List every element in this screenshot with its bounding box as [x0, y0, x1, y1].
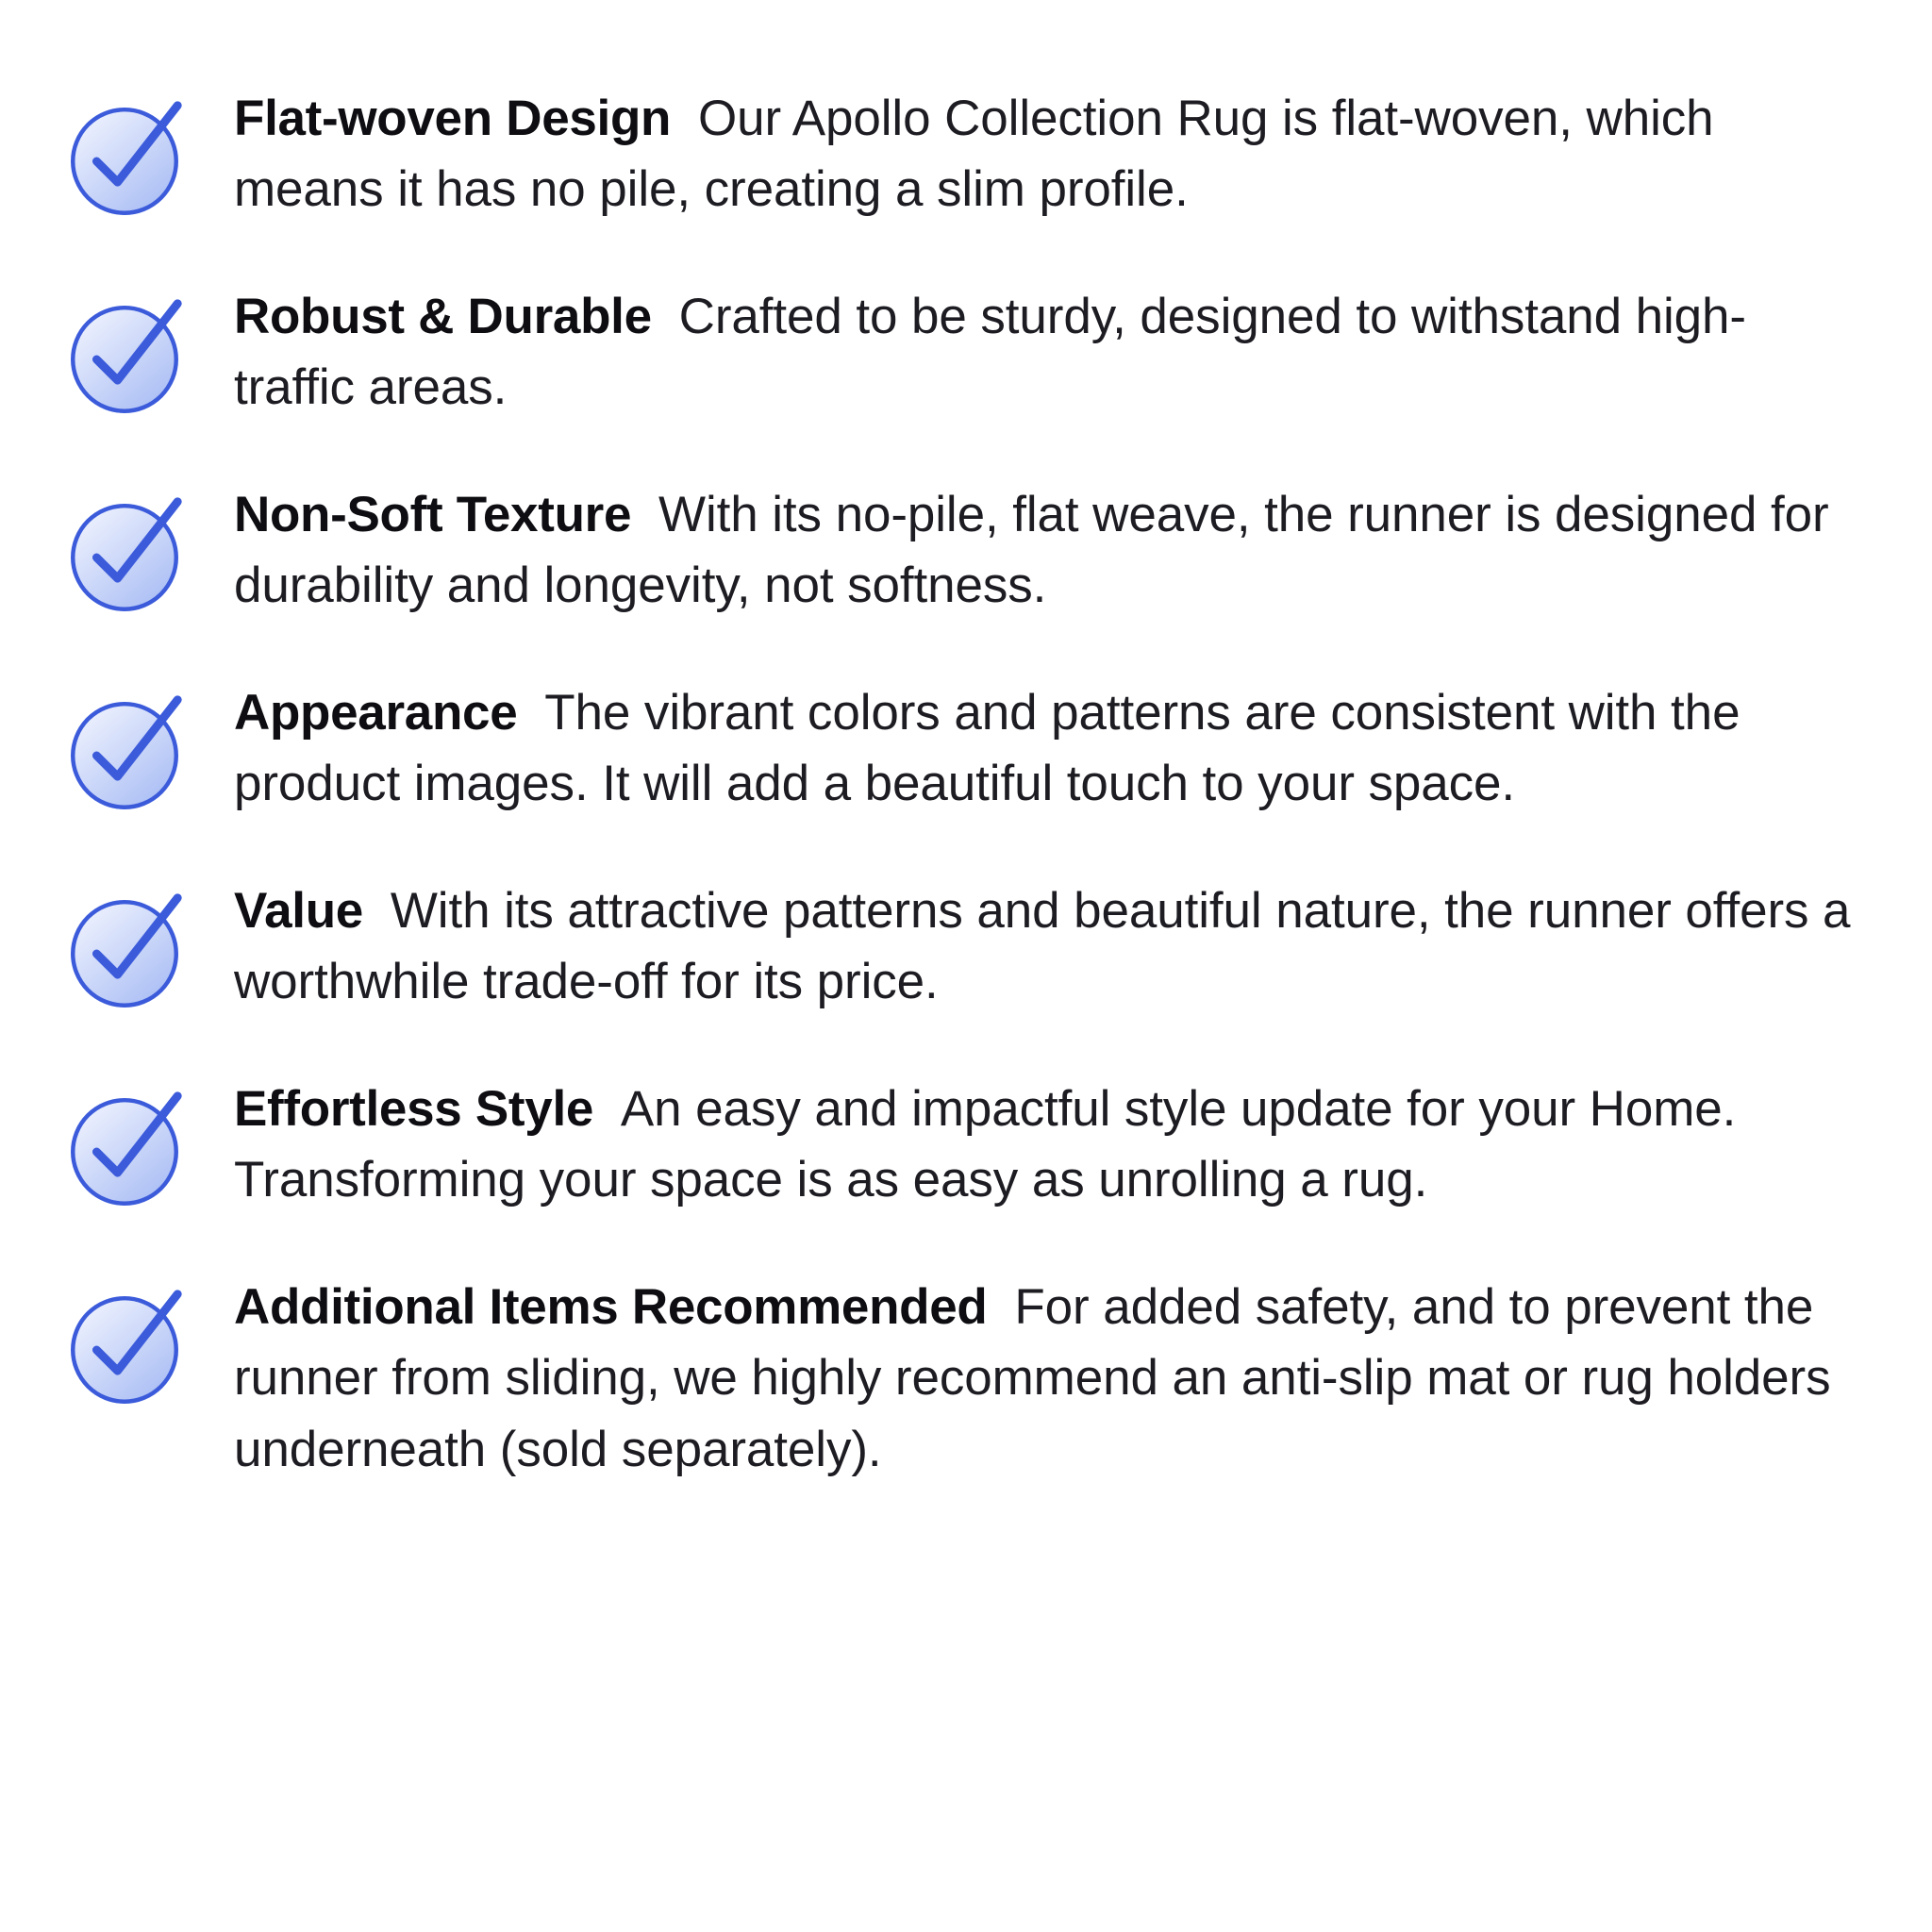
feature-title: Value — [234, 883, 363, 939]
check-circle-icon — [45, 477, 234, 625]
feature-text — [234, 1072, 1866, 1216]
list-item — [45, 1072, 1875, 1219]
feature-list — [45, 81, 1875, 1485]
feature-body: With its no-pile, flat weave, the runner is designed for durability and longevity, not softness. — [234, 487, 1829, 614]
feature-title: Flat-woven Design — [234, 91, 672, 146]
check-circle-icon — [45, 874, 234, 1021]
feature-body: Crafted to be sturdy, designed to withstand high-traffic areas. — [234, 289, 1746, 416]
list-item — [45, 874, 1875, 1021]
feature-title: Non-Soft Texture — [234, 487, 632, 542]
list-item — [45, 477, 1875, 625]
feature-text — [234, 477, 1866, 622]
feature-body: For added safety, and to prevent the runner from sliding, we highly recommend an anti-slip mat or rug holders underneath (sold separately). — [234, 1279, 1831, 1477]
check-circle-icon — [45, 1270, 234, 1417]
check-circle-icon — [45, 675, 234, 823]
list-item — [45, 675, 1875, 823]
feature-title: Additional Items Recommended — [234, 1279, 988, 1335]
check-circle-icon — [45, 1072, 234, 1219]
feature-body: Our Apollo Collection Rug is flat-woven, which means it has no pile, creating a slim profile. — [234, 91, 1714, 218]
check-circle-icon — [45, 81, 234, 228]
feature-title: Effortless Style — [234, 1081, 594, 1137]
list-item — [45, 279, 1875, 426]
feature-text — [234, 81, 1866, 225]
feature-body: The vibrant colors and patterns are consistent with the product images. It will add a beautiful touch to your space. — [234, 685, 1740, 812]
list-item — [45, 1270, 1875, 1485]
feature-text — [234, 675, 1866, 820]
feature-text — [234, 1270, 1866, 1485]
feature-body: An easy and impactful style update for your Home. Transforming your space is as easy as unrolling a rug. — [234, 1081, 1737, 1208]
feature-text — [234, 874, 1866, 1018]
feature-text — [234, 279, 1866, 424]
list-item — [45, 81, 1875, 228]
check-circle-icon — [45, 279, 234, 426]
feature-title: Appearance — [234, 685, 518, 741]
feature-title: Robust & Durable — [234, 289, 652, 344]
feature-body: With its attractive patterns and beautiful nature, the runner offers a worthwhile trade-off for its price. — [234, 883, 1851, 1010]
